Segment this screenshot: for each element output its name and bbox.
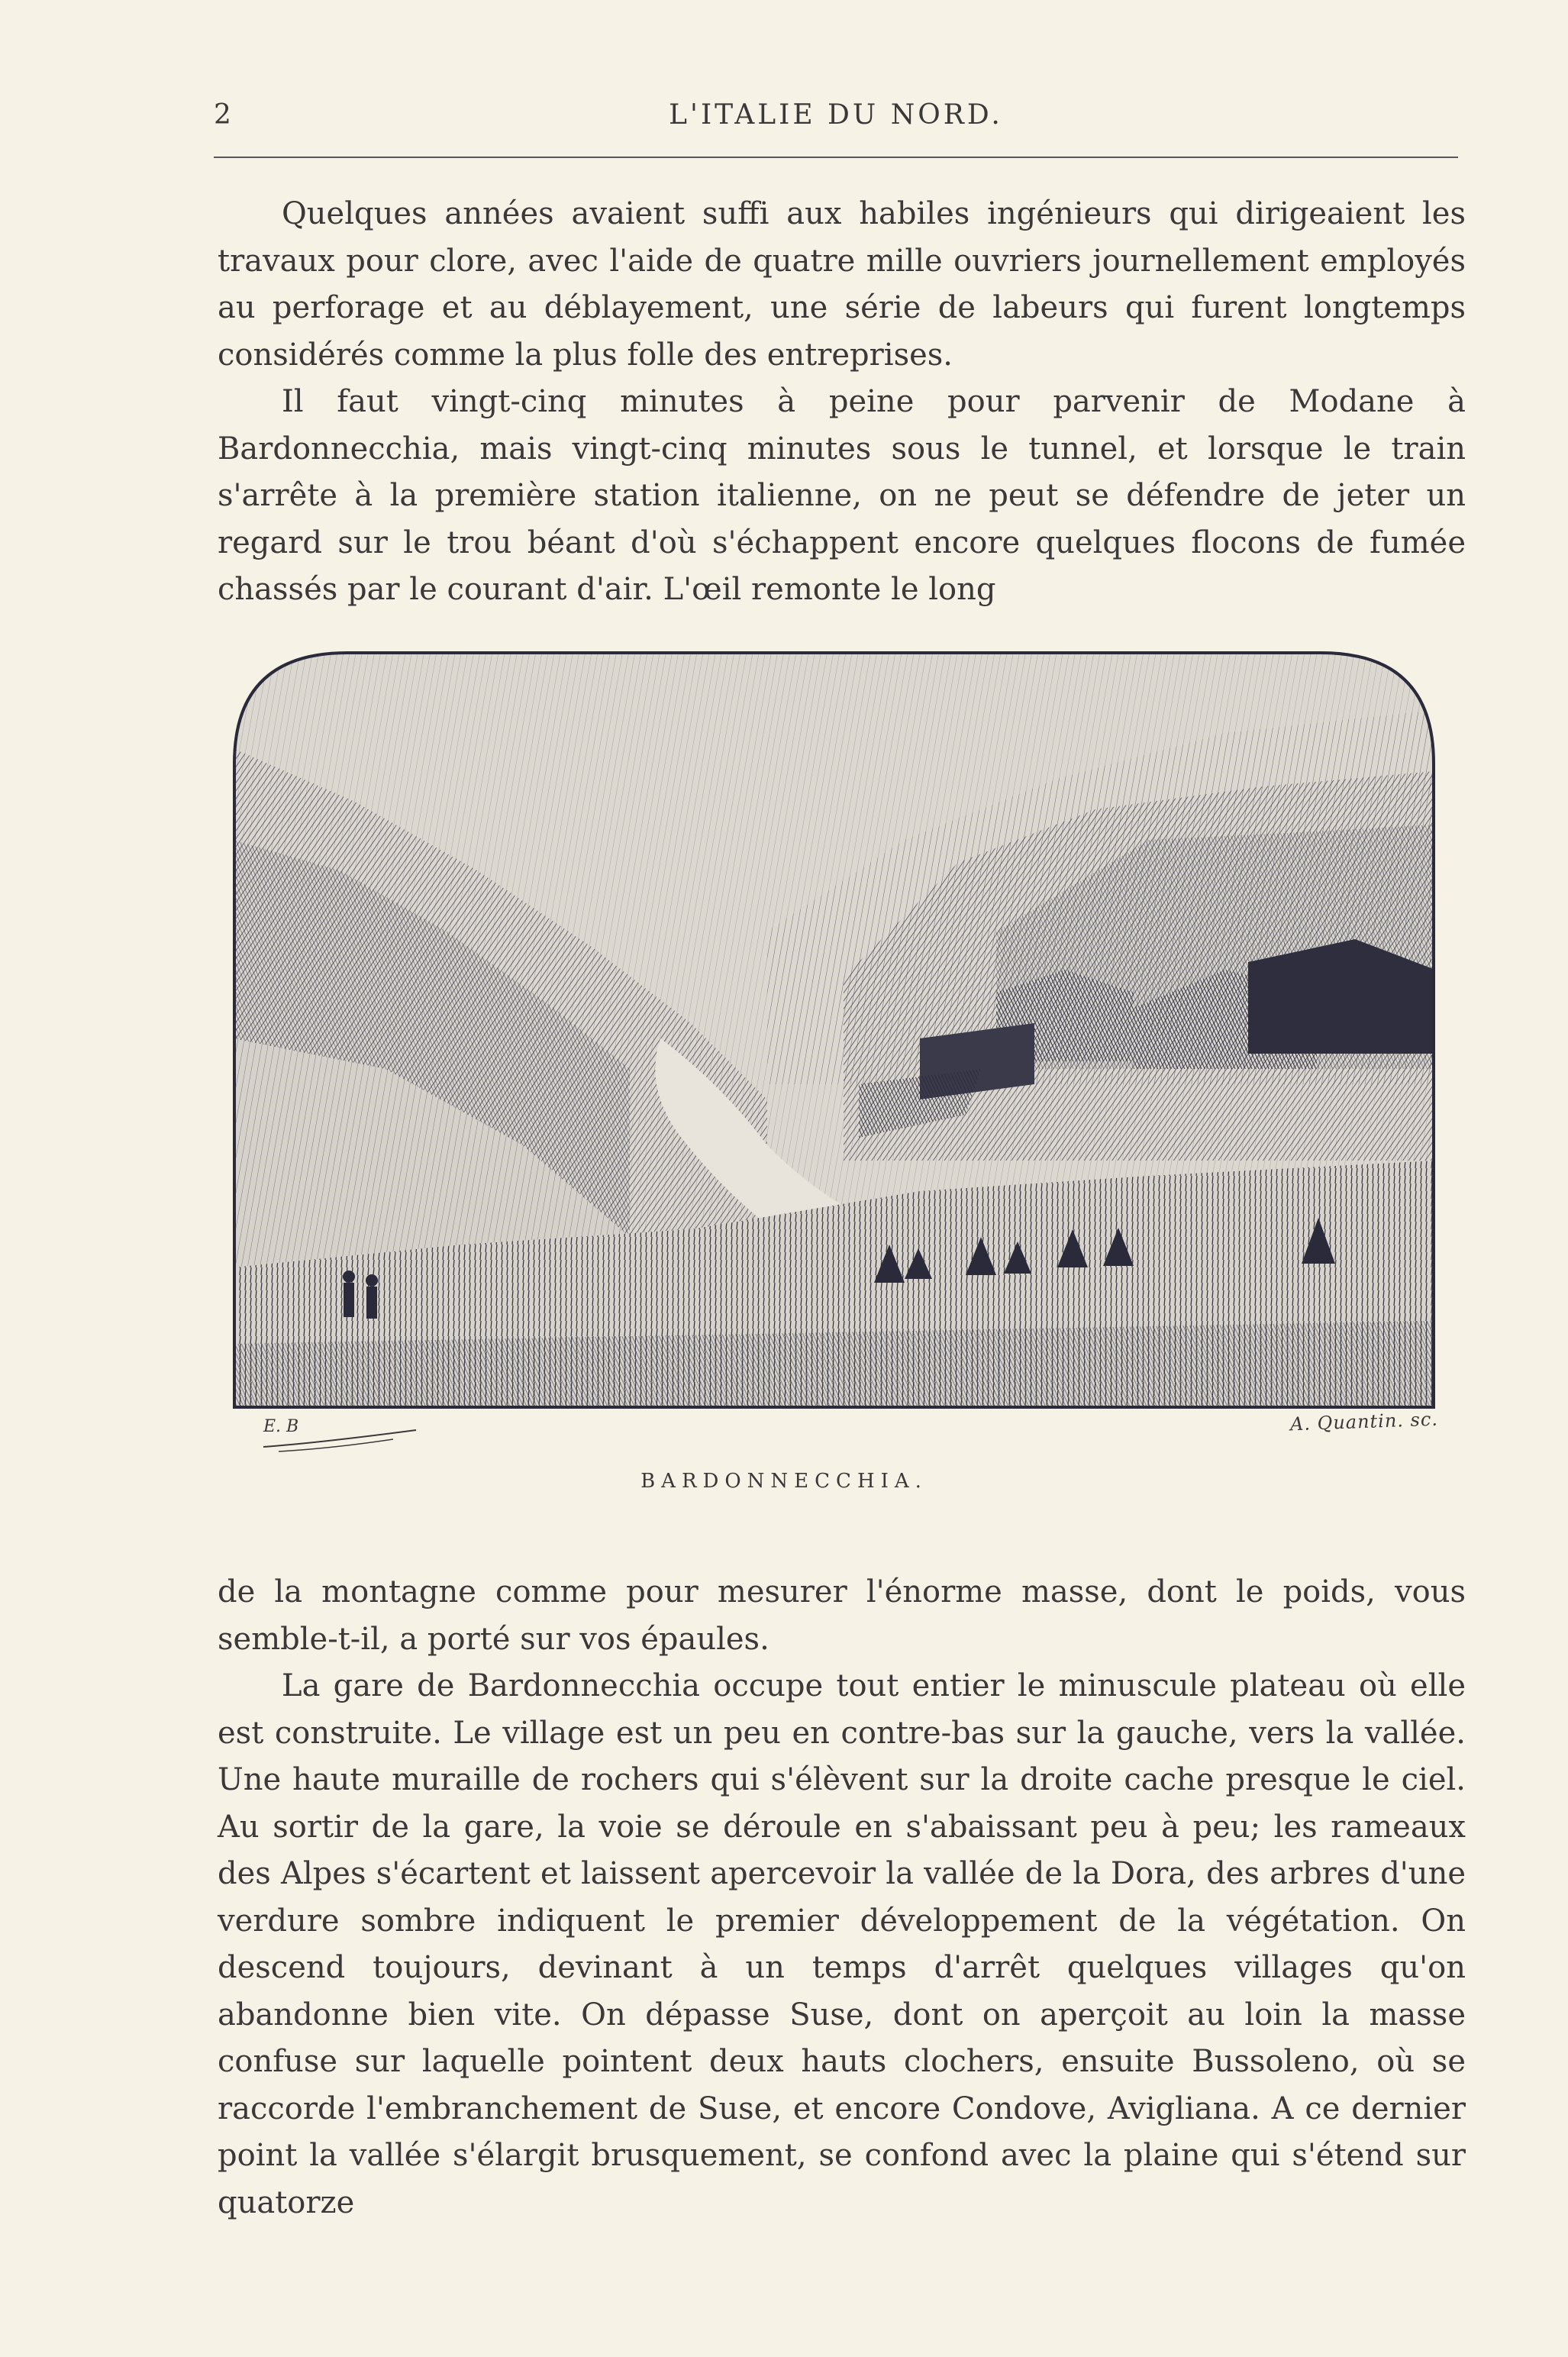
text-block-top <box>218 191 1466 614</box>
text-block-bottom <box>218 1569 1466 2226</box>
signature-right: A. Quantin. sc. <box>1289 1408 1439 1435</box>
paragraph: de la montagne comme pour mesurer l'énorme masse, dont le poids, vous semble-t-il, a porté sur vos épaules. <box>218 1574 1466 1657</box>
paragraph: Quelques années avaient suffi aux habiles ingénieurs qui dirigeaient les travaux pour clore, avec l'aide de quatre mille ouvriers journellement employés au perforage et au déblayement, une série de labeurs qui furent longtemps considérés comme la plus folle des entreprises. <box>218 196 1466 373</box>
engraver-signature-mark <box>256 1416 424 1455</box>
page-number: 2 <box>214 99 234 131</box>
paragraph: La gare de Bardonnecchia occupe tout entier le minuscule plateau où elle est construite. Le village est un peu en contre-bas sur la gauche, vers la vallée. Une haute muraille de rochers qui s'élèvent sur la droite cache presque le ciel. Au sortir de la gare, la voie se déroule en s'abaissant peu à peu; les rameaux des Alpes s'écartent et laissent apercevoir la vallée de la Dora, des arbres d'une verdure sombre indiquent le premier développement de la végétation. On descend toujours, devinant à un temps d'arrêt quelques villages qu'on abandonne bien vite. On dépasse Suse, dont on aperçoit au loin la masse confuse sur laquelle pointent deux hauts clochers, ensuite Bussoleno, où se raccorde l'embranchement de Suse, et encore Condove, Avigliana. A ce dernier point la vallée s'élargit brusquement, se confond avec la plaine qui s'étend sur quatorze <box>218 1668 1466 2220</box>
engraving-bardonnecchia <box>233 611 1435 1409</box>
page-header <box>214 92 1458 137</box>
paragraph: Il faut vingt-cinq minutes à peine pour parvenir de Modane à Bardonnecchia, mais vingt-cinq minutes sous le tunnel, et lorsque le train s'arrête à la première station italienne, on ne peut se défendre de jeter un regard sur le trou béant d'où s'échappent encore quelques flocons de fumée chassés par le courant d'air. L'œil remonte le long <box>218 384 1466 607</box>
figure-caption: BARDONNECCHIA. <box>640 1470 928 1493</box>
running-title: L'ITALIE DU NORD. <box>669 99 1003 131</box>
signature-left-text: E. B <box>263 1417 299 1436</box>
header-rule <box>214 157 1458 158</box>
